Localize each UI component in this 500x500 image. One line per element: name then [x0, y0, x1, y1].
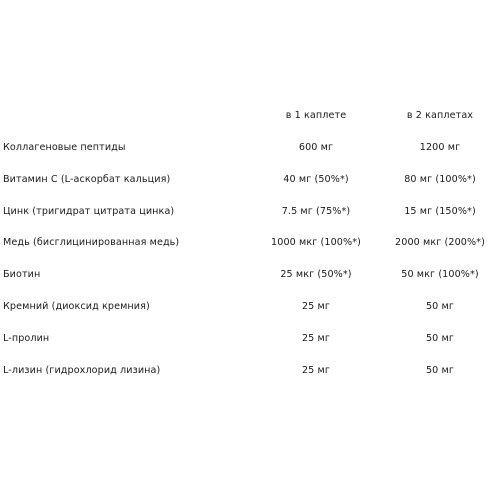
amount-one-caplet: 25 мг — [301, 365, 331, 376]
amount-one-caplet: 1000 мкг (100%*) — [271, 237, 361, 248]
ingredient-name: L-пролин — [3, 333, 50, 344]
amount-two-caplets: 15 мг (150%*) — [404, 206, 476, 217]
column-header-one-caplet: в 1 каплете — [285, 110, 347, 121]
column-header-two-caplets: в 2 каплетах — [406, 110, 474, 121]
amount-two-caplets: 1200 мг — [419, 142, 461, 153]
table-row — [0, 265, 500, 285]
ingredient-name: Кремний (диоксид кремния) — [3, 301, 150, 312]
amount-one-caplet: 25 мг — [301, 333, 331, 344]
ingredient-name: Медь (бисглицинированная медь) — [3, 237, 180, 248]
table-row — [0, 170, 500, 190]
ingredient-name: Биотин — [3, 269, 41, 280]
amount-one-caplet: 25 мг — [301, 301, 331, 312]
amount-two-caplets: 80 мг (100%*) — [404, 174, 476, 185]
table-row — [0, 233, 500, 253]
amount-two-caplets: 50 мг — [425, 365, 455, 376]
ingredient-name: Витамин С (L-аскорбат кальция) — [3, 174, 171, 185]
table-header — [0, 106, 500, 126]
table-row — [0, 329, 500, 349]
amount-one-caplet: 7.5 мг (75%*) — [281, 206, 351, 217]
table-row — [0, 361, 500, 381]
amount-one-caplet: 25 мкг (50%*) — [280, 269, 352, 280]
amount-one-caplet: 40 мг (50%*) — [283, 174, 349, 185]
amount-two-caplets: 2000 мкг (200%*) — [395, 237, 485, 248]
ingredient-name: Коллагеновые пептиды — [3, 142, 126, 153]
table-row — [0, 138, 500, 158]
ingredient-name: Цинк (тригидрат цитрата цинка) — [3, 206, 175, 217]
amount-two-caplets: 50 мг — [425, 301, 455, 312]
ingredient-name: L-лизин (гидрохлорид лизина) — [3, 365, 161, 376]
table-row — [0, 202, 500, 222]
amount-two-caplets: 50 мг — [425, 333, 455, 344]
amount-two-caplets: 50 мкг (100%*) — [401, 269, 479, 280]
amount-one-caplet: 600 мг — [298, 142, 334, 153]
table-row — [0, 297, 500, 317]
